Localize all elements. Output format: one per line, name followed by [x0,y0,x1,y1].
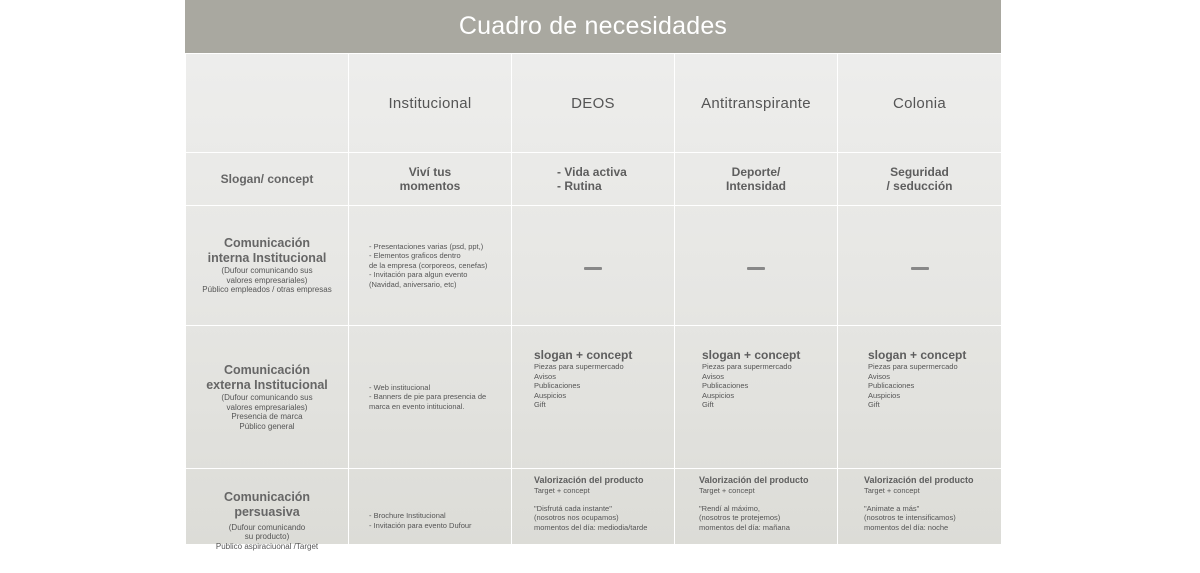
row-title: Comunicación interna Institucional [207,236,327,266]
row-subtitle: (Dufour comunicando sus valores empresariales) Público empleados / otras empresas [202,266,332,295]
interna-institucional-list: - Presentaciones varias (psd, ppt,) - Elementos graficos dentro de la empresa (corporeos, cenefas) - Invitación para algun evento (Navidad, aniversario, etc) [369,241,488,289]
valorizacion-title: Valorización del producto [699,475,809,485]
needs-chart [185,0,1001,551]
row-label-externa [186,326,349,469]
table-row [186,326,1002,469]
column-header-colonia: Colonia [838,54,1002,153]
table-cell [838,326,1002,469]
slogan-institucional: Viví tus momentos [399,165,461,193]
valorizacion-sub: Target + concept [699,486,755,495]
empty-dash [747,267,765,270]
table-cell [349,469,512,573]
table-cell [512,153,675,206]
table-cell [838,469,1002,573]
valorizacion-sub: Target + concept [864,486,920,495]
product-list: Piezas para supermercado Avisos Publicaciones Auspicios Gift [534,362,624,409]
empty-dash [584,267,602,270]
table-cell [349,326,512,469]
row-title: Comunicación persuasiva [223,489,311,519]
corner-cell [186,54,349,153]
column-header-deos: DEOS [512,54,675,153]
table-cell [675,153,838,206]
table-cell [349,153,512,206]
table-cell [512,326,675,469]
product-title: slogan + concept [702,348,801,362]
table-row [186,469,1002,573]
column-header-institucional: Institucional [349,54,512,153]
table-cell [838,206,1002,326]
product-list: Piezas para supermercado Avisos Publicaciones Auspicios Gift [868,362,958,409]
valorizacion-sub: Target + concept [534,486,590,495]
externa-institucional-list: - Web institucional - Banners de pie para presencia de marca en evento intitucional. [369,382,487,411]
table-row [186,206,1002,326]
product-list: Piezas para supermercado Avisos Publicaciones Auspicios Gift [702,362,792,409]
slogan-antitranspirante: Deporte/ Intensidad [725,165,786,193]
row-subtitle: (Dufour comunicando su producto) Publico aspiraciuonal /Target [215,522,319,551]
row-label-persuasiva [186,469,349,573]
persuasiva-institucional-list: - Brochure Institucional - Invitación para evento Dufour [369,511,472,530]
needs-table [185,53,1002,573]
table-cell [675,326,838,469]
table-cell [512,469,675,573]
slogan-colonia: Seguridad / seducción [886,165,953,193]
table-cell [838,153,1002,206]
title-bar [185,0,1001,53]
row-label-slogan: Slogan/ concept [186,153,349,206]
slogan-deos: - Vida activa - Rutina [557,165,627,193]
table-cell [675,469,838,573]
column-header-antitranspirante: Antitranspirante [675,54,838,153]
valorizacion-text-antitranspirante: "Rendí al máximo, (nosotros te protejemos) momentos del día: mañana [699,503,790,532]
valorizacion-text-colonia: "Animate a más" (nosotros te intensificamos) momentos del día: noche [864,503,956,532]
product-title: slogan + concept [868,348,967,362]
valorizacion-title: Valorización del producto [534,475,644,485]
table-cell [675,206,838,326]
product-title: slogan + concept [534,348,633,362]
valorizacion-text-deos: "Disfrutá cada instante" (nosotros nos ocupamos) momentos del día: mediodia/tarde [534,503,648,532]
header-row [186,54,1002,153]
row-title: Comunicación externa Institucional [206,363,328,392]
page-title: Cuadro de necesidades [458,12,728,40]
table-cell [349,206,512,326]
row-subtitle: (Dufour comunicando sus valores empresariales) Presencia de marca Público general [221,393,313,431]
table-cell [512,206,675,326]
valorizacion-title: Valorización del producto [864,475,974,485]
empty-dash [911,267,929,270]
table-row [186,153,1002,206]
row-label-interna [186,206,349,326]
